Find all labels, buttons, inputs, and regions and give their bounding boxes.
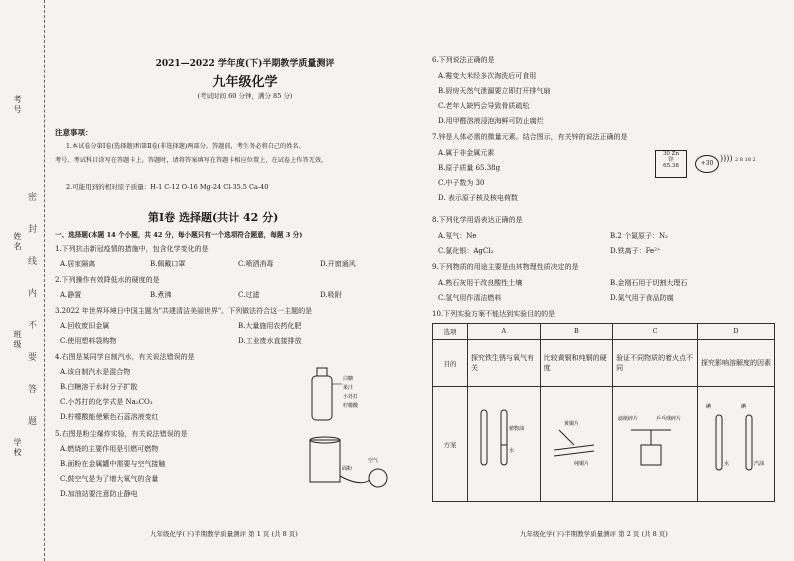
soda-label: 白糖 (343, 376, 354, 382)
footer-right: 九年级化学(下)半期教学质量测评 第 2 页 (共 8 页) (520, 530, 668, 538)
option: C.使用塑料袋购物 (60, 337, 117, 345)
element-mass: 65.38 (663, 163, 679, 170)
notice-item: 考号、考试科目涂写在答题卡上。答题时，请将答案填写在答题卡相应位置上，在试卷上作答无效。 (55, 157, 328, 164)
option: B.2 个氮原子：N₂ (610, 232, 668, 240)
question-9: 9.下列物质的用途主要是由其物理性质决定的是 (432, 263, 579, 271)
svg-text:滤纸碎片: 滤纸碎片 (618, 416, 639, 422)
exam-time: (考试时间 60 分钟，满分 85 分) (197, 92, 293, 100)
svg-text:纯铜片: 纯铜片 (573, 461, 589, 467)
svg-text:碘: 碘 (740, 404, 746, 410)
exam-year: 2021—2022 学年度(下)半期教学质量测评 (155, 59, 335, 69)
seal-mark: 要 (28, 353, 38, 363)
table-header: 选项 (433, 324, 468, 340)
exam-title: 九年级化学 (212, 75, 278, 90)
binding-label-school: 学校 (13, 438, 22, 458)
seal-mark: 内 (28, 289, 38, 299)
option: B.煮沸 (150, 291, 172, 299)
binding-label-class: 班级 (13, 330, 22, 350)
svg-text:水: 水 (509, 448, 515, 454)
option: A.燃烧的主要作用是引燃可燃物 (60, 445, 159, 453)
option: A.静置 (60, 291, 82, 299)
dust-label: 空气 (368, 458, 379, 464)
option: D. 表示原子核及核电荷数 (438, 194, 518, 202)
option: B.佩戴口罩 (150, 260, 186, 268)
option: B.面粉在金属罐中需要与空气接触 (60, 460, 166, 468)
option: D.工业废水直接排放 (238, 337, 302, 345)
purpose-cell: 探究影响溶解度的因素 (697, 340, 774, 387)
option: B.白糖溶于水时分子扩散 (60, 383, 138, 391)
option: C.氯化银：AgCl₂ (438, 247, 494, 255)
question-3: 3.2022 年世界环境日中国主题为"共建清洁美丽世界"。下列做法符合这一主题的是 (55, 307, 313, 315)
soda-bottle-figure (300, 362, 370, 424)
svg-text:碘: 碘 (705, 404, 711, 410)
option: A.居家隔离 (60, 260, 96, 268)
purpose-cell: 验证不同物质的着火点不同 (613, 340, 698, 387)
seal-mark: 密 (28, 193, 38, 203)
option: A.属于非金属元素 (438, 149, 495, 157)
soda-label: 小苏打 (343, 394, 359, 400)
plan-cell-a (468, 387, 541, 502)
seal-mark: 封 (28, 225, 38, 235)
option: C.过滤 (238, 291, 260, 299)
notice-item: 1.本试卷分第Ⅰ卷(选择题)和第Ⅱ卷(非选择题)两部分。答题前，考生务必将自己的姓名、 (66, 143, 305, 150)
binding-label-examno: 考号 (13, 95, 22, 115)
seal-mark: 答 (28, 385, 38, 395)
option: B.金刚石用于切割大理石 (610, 279, 688, 287)
option: C.中子数为 30 (438, 179, 485, 187)
dissolve-figure (701, 390, 771, 490)
question-4: 4.右图是某同学自制汽水，有关说法错误的是 (55, 353, 195, 361)
purpose-cell: 探究铁生锈与氧气有关 (468, 340, 541, 387)
option: B.大量施用农药化肥 (238, 322, 302, 330)
dust-label: 面粉 (342, 466, 353, 472)
table-header: B (540, 324, 613, 340)
option: A.氖气：Ne (438, 232, 477, 240)
binding-label-name: 姓名 (13, 232, 22, 252)
option: D.用甲醛溶液浸泡海鲜可防止腐烂 (438, 117, 544, 125)
svg-text:乒乓球碎片: 乒乓球碎片 (656, 416, 682, 422)
element-name: 锌 (668, 157, 674, 164)
purpose-cell: 比较黄铜和纯铜的硬度 (540, 340, 613, 387)
ignition-figure (616, 390, 686, 490)
question-8: 8.下列化学用语表达正确的是 (432, 216, 523, 224)
seal-mark: 线 (28, 257, 38, 267)
option: B.厨房天然气泄漏要立即打开排气扇 (438, 87, 551, 95)
periodic-cell-zinc (655, 150, 687, 178)
electron-shells: )))) 2 8 18 2 (720, 154, 756, 163)
option: A.熟石灰用于改良酸性土壤 (438, 279, 523, 287)
question-1: 1.下列抗击新冠疫情的措施中，包含化学变化的是 (55, 245, 209, 253)
option: A.该自制汽水是混合物 (60, 368, 131, 376)
test-tubes-figure (471, 390, 531, 490)
option: A.回收废旧金属 (60, 322, 110, 330)
notice-item: 2.可能用到的相对原子质量：H-1 C-12 O-16 Mg-24 Cl-35.5 Ca-40 (66, 183, 269, 191)
svg-text:水: 水 (723, 461, 729, 467)
option: D.铁离子：Fe²⁺ (610, 247, 661, 255)
option: D.吸附 (320, 291, 342, 299)
question-7: 7.锌是人体必需的微量元素。结合图示，有关锌的说法正确的是 (432, 133, 628, 141)
soda-label: 柠檬酸 (343, 403, 359, 409)
option: C.喷洒消毒 (238, 260, 274, 268)
dust-explosion-figure (300, 432, 395, 494)
table-header: C (613, 324, 698, 340)
plan-cell-b (540, 387, 613, 502)
footer-left: 九年级化学(下)半期教学质量测评 第 1 页 (共 8 页) (150, 530, 298, 538)
question-10: 10.下列实验方案不能达到实验目的的是 (432, 310, 556, 318)
table-header: D (697, 324, 774, 340)
svg-text:汽油: 汽油 (753, 461, 764, 467)
option: C.氢气用作清洁燃料 (438, 294, 502, 302)
seal-mark: 题 (28, 417, 38, 427)
option: D.加油站要注意防止静电 (60, 490, 138, 498)
element-number: 30 Zn (662, 151, 680, 157)
plan-cell-d (697, 387, 774, 502)
option: D.氮气用于食品防腐 (610, 294, 674, 302)
svg-text:黄铜片: 黄铜片 (563, 421, 579, 427)
question-6: 6.下列说法正确的是 (432, 56, 495, 64)
option: D.开窗通风 (320, 260, 356, 268)
part1-intro: 一、选择题(本题 14 个小题，共 42 分，每小题只有一个选项符合题意，每题 3 分) (55, 231, 303, 239)
experiment-table (432, 323, 775, 502)
seal-mark: 不 (28, 321, 38, 331)
plan-cell-c (613, 387, 698, 502)
scratch-figure (544, 390, 604, 490)
question-5: 5.右图是粉尘爆炸实验，有关说法错误的是 (55, 430, 188, 438)
option: D.柠檬酸能使紫色石蕊溶液变红 (60, 413, 159, 421)
nucleus-icon: +30 (695, 155, 719, 173)
option: B.原子质量 65.38g (438, 164, 501, 172)
option: A.霉变大米经多次淘洗后可食用 (438, 72, 537, 80)
soda-label: 果汁 (343, 385, 354, 391)
table-header: A (468, 324, 541, 340)
row-label: 方案 (433, 387, 468, 502)
svg-text:植物油: 植物油 (509, 426, 525, 432)
option: C.鼓空气是为了增大氧气的含量 (60, 475, 159, 483)
binding-strip (0, 0, 45, 561)
part1-title: 第Ⅰ卷 选择题(共计 42 分) (148, 211, 279, 224)
notice-title: 注意事项： (55, 128, 93, 137)
option: C.小苏打的化学式是 Na₂CO₃ (60, 398, 153, 406)
question-2: 2.下列操作有效降低水的硬度的是 (55, 276, 160, 284)
row-label: 目的 (433, 340, 468, 387)
option: C.老年人缺钙会导致骨质疏松 (438, 102, 530, 110)
